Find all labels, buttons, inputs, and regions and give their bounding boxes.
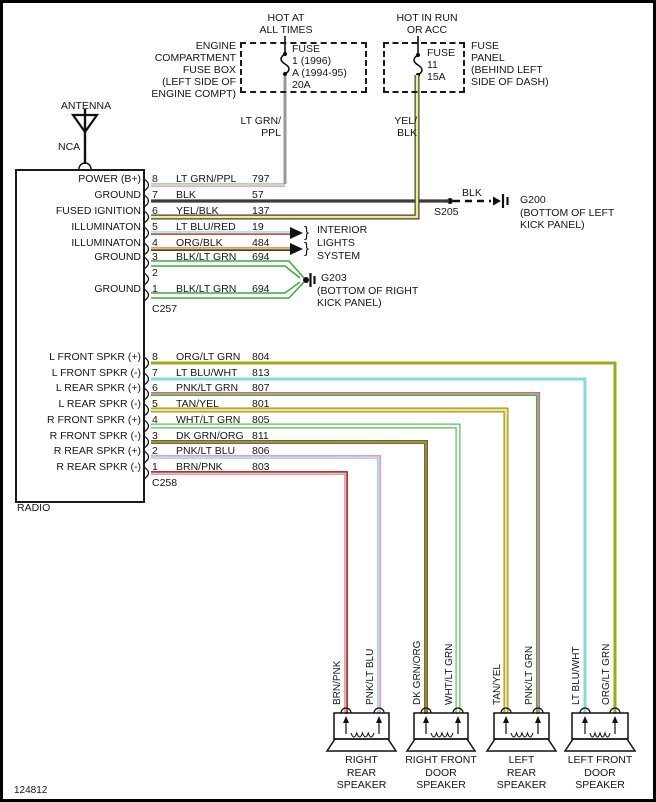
g200-location: KICK PANEL) bbox=[520, 219, 585, 231]
connector-c257-label: C257 bbox=[152, 303, 178, 315]
g200-ground-icon bbox=[493, 197, 501, 206]
circuit-number: 797 bbox=[252, 173, 270, 185]
brace-glyph: } bbox=[304, 240, 310, 257]
right-feed-header: HOT IN RUN bbox=[396, 12, 458, 24]
g203-ground-icon bbox=[303, 277, 309, 283]
connector-c258-label: C258 bbox=[152, 477, 178, 489]
circuit-number: 807 bbox=[252, 382, 270, 394]
interior-lights-label: LIGHTS bbox=[317, 237, 355, 249]
speaker-name-label: REAR bbox=[346, 766, 377, 779]
circuit-number: 801 bbox=[252, 398, 270, 410]
pin-function-label: R FRONT SPKR (+) bbox=[46, 414, 141, 426]
feed-wire-label: LT GRN/ bbox=[240, 115, 281, 127]
pin-number: 3 bbox=[152, 430, 158, 442]
g200-label: G200 bbox=[520, 194, 546, 206]
pin-function-label: L FRONT SPKR (-) bbox=[51, 367, 141, 379]
interior-lights-arrow-icon bbox=[290, 243, 303, 255]
wire-color-label: DK GRN/ORG bbox=[176, 430, 244, 442]
pin-number: 6 bbox=[152, 205, 158, 217]
fuse-panel-label: SIDE OF DASH) bbox=[471, 76, 549, 88]
diagram-id: 124812 bbox=[14, 785, 48, 796]
circuit-number: 19 bbox=[252, 221, 264, 233]
pin-number: 8 bbox=[152, 173, 158, 185]
wire-color-label: LT BLU/RED bbox=[176, 221, 236, 233]
speaker-name-label: SPEAKER bbox=[575, 779, 625, 791]
fuse-value: 11 bbox=[427, 59, 438, 71]
pin-function-label: L REAR SPKR (-) bbox=[58, 398, 141, 410]
wire-color-label: ORG/BLK bbox=[176, 237, 223, 249]
left-feed-header: HOT AT bbox=[267, 12, 305, 24]
pin-function-label: R FRONT SPKR (-) bbox=[49, 430, 141, 442]
pin-function-label: R REAR SPKR (+) bbox=[53, 445, 141, 457]
speaker-wire-label: ORG/LT GRN bbox=[601, 643, 612, 705]
g200-location: (BOTTOM OF LEFT bbox=[520, 207, 615, 219]
pin-function-label: GROUND bbox=[94, 251, 141, 263]
pin-function-label: L FRONT SPKR (+) bbox=[49, 351, 141, 363]
fuse-value: 20A bbox=[292, 79, 311, 91]
pin-number: 7 bbox=[152, 367, 158, 379]
engine-fuse-box-label: FUSE BOX bbox=[182, 64, 236, 76]
circuit-number: 803 bbox=[252, 461, 270, 473]
feed-wire-label: BLK bbox=[397, 127, 417, 139]
wire-color-label: LT BLU/WHT bbox=[176, 367, 238, 379]
speaker-icon bbox=[327, 708, 396, 751]
wire-color-label: TAN/YEL bbox=[176, 398, 219, 410]
pin-number: 7 bbox=[152, 189, 158, 201]
circuit-number: 805 bbox=[252, 414, 270, 426]
speaker-icon bbox=[407, 708, 475, 751]
interior-lights-label: SYSTEM bbox=[317, 250, 361, 262]
speaker-name-label: REAR bbox=[506, 766, 537, 779]
circuit-number: 137 bbox=[252, 205, 270, 217]
pin-function-label: GROUND bbox=[94, 189, 141, 201]
pin-number: 4 bbox=[152, 414, 158, 426]
pin-number: 2 bbox=[152, 445, 158, 457]
fuse-value: 1 (1996) bbox=[292, 55, 332, 67]
pin-number: 2 bbox=[152, 267, 158, 279]
pin-number: 3 bbox=[152, 251, 158, 263]
circuit-number: 57 bbox=[252, 189, 264, 201]
engine-fuse-box-label: ENGINE COMPT) bbox=[151, 88, 236, 100]
pin-function-label: ILLUMINATON bbox=[71, 237, 141, 249]
fuse-value: A (1994-95) bbox=[292, 67, 347, 79]
pin-function-label: POWER (B+) bbox=[78, 173, 141, 185]
interior-lights-label: INTERIOR bbox=[317, 224, 368, 236]
feed-wire-label: YEL/ bbox=[394, 115, 417, 127]
fuse-value: 15A bbox=[427, 71, 446, 83]
speaker-icon bbox=[487, 708, 556, 751]
engine-fuse-box-label: COMPARTMENT bbox=[154, 52, 236, 64]
wire bbox=[151, 474, 345, 714]
speaker-name-label: SPEAKER bbox=[496, 779, 547, 791]
speaker-name-label: RIGHT bbox=[345, 754, 378, 766]
pin-function-label: GROUND bbox=[94, 283, 141, 295]
circuit-number: 694 bbox=[252, 251, 270, 263]
fuse-value: FUSE bbox=[292, 43, 321, 55]
pin-number: 5 bbox=[152, 398, 158, 410]
speaker-wire-label: WHT/LT GRN bbox=[444, 643, 455, 705]
speaker-wire-label: BRN/PNK bbox=[332, 660, 343, 705]
brace-glyph: } bbox=[304, 224, 310, 241]
circuit-number: 484 bbox=[252, 237, 270, 249]
wire-color-label: WHT/LT GRN bbox=[176, 414, 241, 426]
antenna-label: ANTENNA bbox=[60, 100, 112, 112]
wire-color-label: PNK/LT BLU bbox=[176, 445, 236, 457]
wire-color-label: BLK bbox=[176, 189, 196, 201]
interior-lights-arrow-icon bbox=[290, 227, 303, 239]
feed-wire-label: PPL bbox=[261, 127, 281, 139]
pin-number: 6 bbox=[152, 382, 158, 394]
pin-function-label: L REAR SPKR (+) bbox=[55, 382, 141, 394]
pin-function-label: FUSED IGNITION bbox=[55, 205, 141, 217]
right-feed-header: OR ACC bbox=[406, 24, 448, 36]
wire-color-label: YEL/BLK bbox=[176, 205, 219, 217]
speaker-name-label: SPEAKER bbox=[336, 779, 387, 791]
pin-number: 8 bbox=[152, 351, 158, 363]
speaker-name-label: LEFT bbox=[508, 754, 535, 766]
g203-label: G203 bbox=[321, 272, 347, 284]
pin-number: 1 bbox=[152, 461, 158, 473]
antenna-nca-label: NCA bbox=[58, 141, 81, 153]
speaker-name-label: SPEAKER bbox=[416, 779, 466, 791]
circuit-number: 804 bbox=[252, 351, 270, 363]
fuse-panel-label: PANEL bbox=[471, 52, 505, 64]
fuse-panel-label: (BEHIND LEFT bbox=[471, 64, 543, 76]
speaker-name-label: DOOR bbox=[584, 766, 616, 779]
fuse-value: FUSE bbox=[427, 47, 456, 59]
circuit-number: 813 bbox=[252, 367, 270, 379]
speaker-wire-label: PNK/LT GRN bbox=[524, 645, 535, 705]
speaker-name-label: DOOR bbox=[425, 766, 457, 779]
engine-fuse-box-label: ENGINE bbox=[195, 40, 236, 52]
circuit-number: 694 bbox=[252, 283, 270, 295]
speaker-wire-label: DK GRN/ORG bbox=[412, 640, 423, 705]
speaker-icon bbox=[565, 708, 635, 751]
circuit-number: 806 bbox=[252, 445, 270, 457]
left-feed-header: ALL TIMES bbox=[259, 24, 313, 36]
wire-color-label: BLK/LT GRN bbox=[176, 283, 237, 295]
circuit-number: 811 bbox=[252, 430, 269, 442]
wire bbox=[151, 472, 347, 714]
wire-color-label: BRN/PNK bbox=[176, 461, 223, 473]
pin-function-label: ILLUMINATON bbox=[71, 221, 141, 233]
g203-location: KICK PANEL) bbox=[317, 297, 382, 309]
wire-color-label: ORG/LT GRN bbox=[176, 351, 241, 363]
g200-wire-label: BLK bbox=[462, 187, 482, 199]
g203-location: (BOTTOM OF RIGHT bbox=[317, 285, 419, 297]
wire-color-label: LT GRN/PPL bbox=[176, 173, 237, 185]
fuse-panel-label: FUSE bbox=[471, 40, 500, 52]
speaker-wire-label: TAN/YEL bbox=[492, 664, 503, 705]
splice-s205-label: S205 bbox=[434, 206, 459, 218]
pin-number: 5 bbox=[152, 221, 158, 233]
engine-fuse-box-label: (LEFT SIDE OF bbox=[162, 76, 236, 88]
speaker-name-label: LEFT FRONT bbox=[567, 754, 633, 766]
radio-label: RADIO bbox=[17, 502, 51, 514]
speaker-name-label: RIGHT FRONT bbox=[405, 754, 477, 766]
wire-color-label: BLK/LT GRN bbox=[176, 251, 237, 263]
wire-color-label: PNK/LT GRN bbox=[176, 382, 239, 394]
pin-number: 1 bbox=[152, 283, 158, 295]
pin-function-label: R REAR SPKR (-) bbox=[56, 461, 141, 473]
speaker-wire-label: PNK/LT BLU bbox=[365, 648, 376, 705]
speaker-wire-label: LT BLU/WHT bbox=[571, 646, 582, 705]
wire bbox=[151, 441, 427, 714]
wire bbox=[151, 443, 425, 714]
pin-number: 4 bbox=[152, 237, 158, 249]
